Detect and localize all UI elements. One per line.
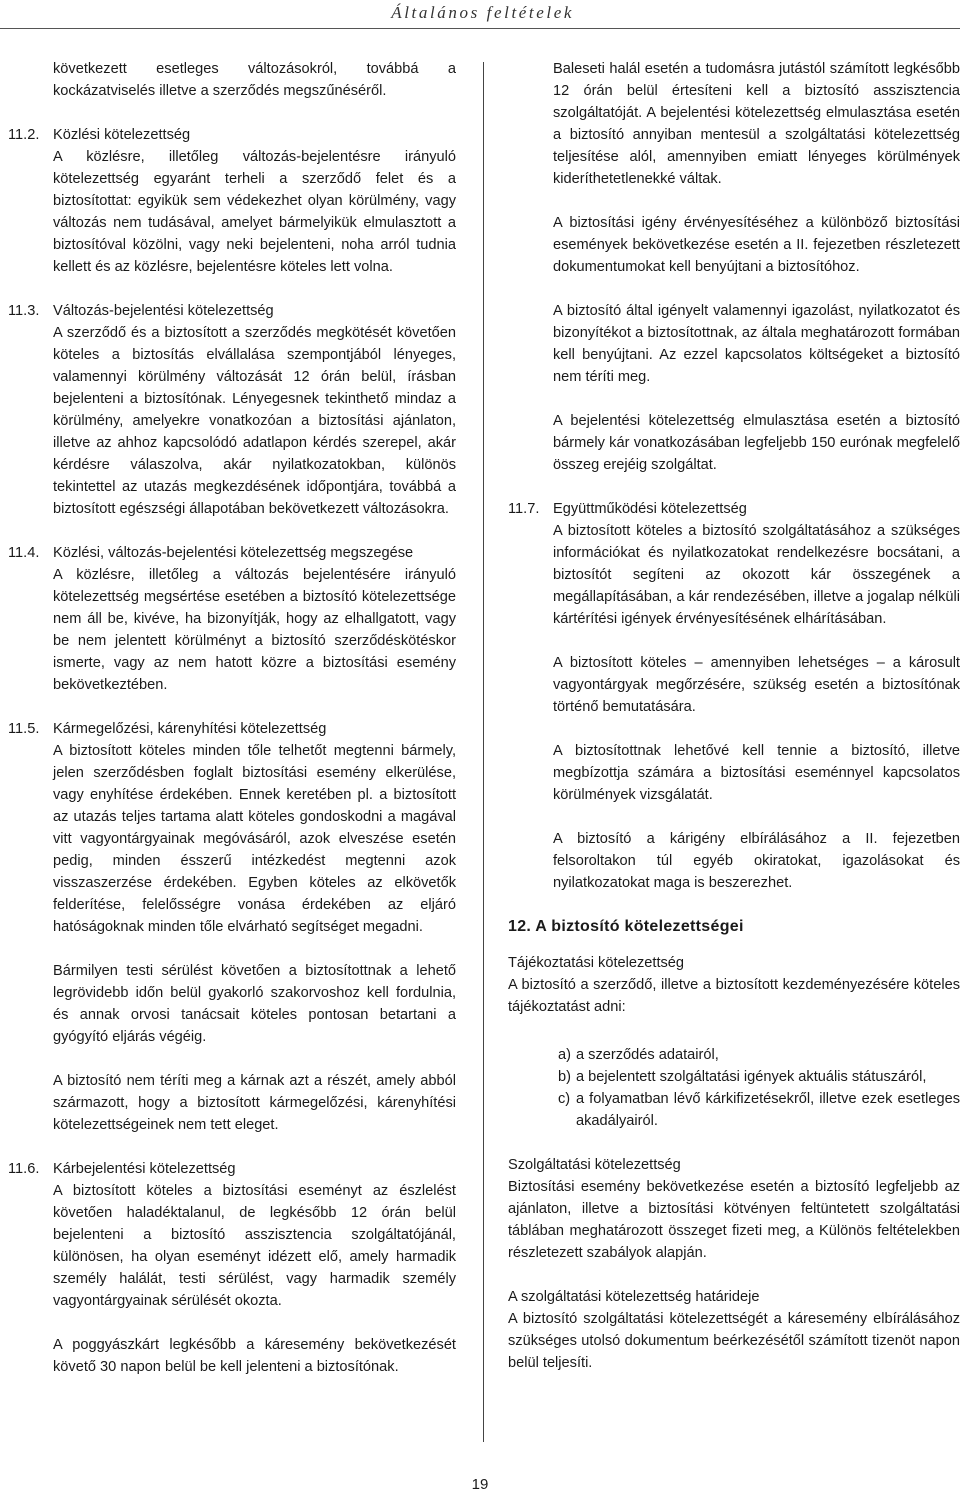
section-paragraph: Bármilyen testi sérülést követően a biztosítottnak a lehető legrövidebb időn belül gyakorló szakorvoshoz kell fordulnia, és annak orvosi tanácsait köteles pontosan betartani a gyógyító eljárás végéig. bbox=[53, 963, 456, 1045]
section-11-4 bbox=[8, 542, 456, 696]
section-11-7 bbox=[508, 498, 960, 894]
section-paragraph: A biztosított köteles – amennyiben lehetséges – a károsult vagyontárgyak megőrzésére, szükség esetén a biztosítónak történő bemutatására. bbox=[553, 655, 960, 715]
section-title: Együttműködési kötelezettség bbox=[553, 501, 747, 517]
section-paragraph: A közlésre, illetőleg változás-bejelentésre irányuló kötelezettség egyaránt terheli a szerződő felet és a biztosítottat: egyikük sem védekezhet olyan körülmény, vagy változás nem tudásával, amelyet bármelyikük elmulasztott a biztosítóval közölni, vagy neki bejelenteni, noha arról tudnia kellett és az közlésre, bejelentésre köteles lett volna. bbox=[53, 149, 456, 275]
section-title: Kármegelőzési, kárenyhítési kötelezettség bbox=[53, 721, 327, 737]
section-paragraph: A biztosító nem téríti meg a kárnak azt a részét, amely abból származott, hogy a biztosított kármegelőzési, kárenyhítési kötelezettségeinek nem tett eleget. bbox=[53, 1073, 456, 1133]
section-title: Változás-bejelentési kötelezettség bbox=[53, 303, 274, 319]
list-item-text: a bejelentett szolgáltatási igények aktuális státuszáról, bbox=[576, 1069, 927, 1085]
page-number: 19 bbox=[471, 1476, 489, 1493]
section-paragraph: A biztosító által igényelt valamennyi igazolást, nyilatkozatot és bizonyítékot a biztosítottnak, az általa meghatározott formában kell benyújtani. Az ezzel kapcsolatos költségeket a biztosító nem téríti meg. bbox=[553, 303, 960, 385]
section-paragraph: A biztosított köteles minden tőle telhetőt megtenni bármely, jelen szerződésben foglalt biztosítási esemény elkerülése, vagy enyhítése érdekében. Ennek keretében pl. a biztosított az utazás teljes tartama alatt köteles gondoskodni a magával vitt vagyontárgyainak megóvásáról, azok elveszése esetén pedig, minden ésszerű intézkedést megtenni azok visszaszerzése érdekében. Egyben köteles az elkövetők felderítése, felelősségre vonása érdekében az eljáró hatóságoknak minden tőle elvárható segítséget megadni. bbox=[53, 743, 456, 935]
section-paragraph: A biztosított köteles a biztosítási eseményt az észlelést követően haladéktalanul, de legkésőbb 12 órán belül bejelenteni a biztosító asszisztencia szolgáltatójánál, különösen, ha olyan eseményt idézett elő, amely harmadik személy halálát, testi sérülést, vagy harmadik személy vagyontárgyainak sérülését okozta. bbox=[53, 1183, 456, 1309]
list-item bbox=[508, 1088, 960, 1132]
section-11-2 bbox=[8, 124, 456, 278]
section-11-6 bbox=[8, 1158, 456, 1378]
section-number: 11.2. bbox=[8, 127, 40, 143]
section-paragraph: A biztosító szolgáltatási kötelezettségét a káresemény elbírálásához szükséges utolsó dokumentum beérkezésétől számított tizenöt napon belül teljesíti. bbox=[508, 1311, 960, 1371]
section-paragraph: A közlésre, illetőleg a változás bejelentésére irányuló kötelezettség megsértése esetében a biztosító kötelezettsége nem áll be, kivéve, ha bizonyítják, hogy az elhallgatott, vagy be nem jelentett körülményt a biztosító szerződéskötéskor ismerte, vagy az nem hatott közre a biztosítási esemény bekövetkeztében. bbox=[53, 567, 456, 693]
section-paragraph: A szerződő és a biztosított a szerződés megkötését követően köteles a biztosítás elvállalása szempontjából lényeges, valamennyi körülmény változását 12 órán belül, írásban bejelenteni a biztosítónak. Lényegesnek tekinthető mindaz a körülmény, amelyekre vonatkozóan a biztosítási ajánlaton, illetve az ahhoz kapcsolódó adatlapon kérdés szerepel, akár kérdésre válaszolva, akár nyilatkozatokban, különös tekintettel az utazás megkezdésének időpontjára, továbbá a biztosított egészségi állapotában bekövetkezett változásokra. bbox=[53, 325, 456, 517]
page-header bbox=[0, 0, 960, 30]
list-item-text: a folyamatban lévő kárkifizetésekről, illetve ezek esetleges akadályairól. bbox=[576, 1091, 960, 1129]
section-number: 11.6. bbox=[8, 1161, 40, 1177]
list-item bbox=[508, 1066, 960, 1088]
section-paragraph: A biztosítási igény érvényesítéséhez a különböző biztosítási események bekövetkezése esetén a II. fejezetben részletezett dokumentumokat kell benyújtani a biztosítóhoz. bbox=[553, 215, 960, 275]
section-paragraph: A biztosítottnak lehetővé kell tennie a biztosító, illetve megbízottja számára a biztosítási eseménnyel kapcsolatos körülmények vizsgálatát. bbox=[553, 743, 960, 803]
section-title: Kárbejelentési kötelezettség bbox=[53, 1161, 236, 1177]
column-divider bbox=[483, 62, 484, 1442]
list-item-label: a) bbox=[558, 1047, 571, 1063]
section-number: 11.7. bbox=[508, 501, 540, 517]
right-column bbox=[508, 58, 960, 1374]
section-heading: 12. A biztosító kötelezettségei bbox=[508, 918, 744, 935]
section-paragraph: Baleseti halál esetén a tudomásra jutástól számított legkésőbb 12 órán belül értesíteni kell a biztosító asszisztencia szolgáltatóját. A bejelentési kötelezettség elmulasztása esetén a biztosító annyiban mentesül a szolgáltatási kötelezettség teljesítése alól, amennyiben emiatt lényeges körülmények kideríthetetlenekké váltak. bbox=[553, 61, 960, 187]
section-title: Közlési kötelezettség bbox=[53, 127, 191, 143]
subsection-title: A szolgáltatási kötelezettség határideje bbox=[508, 1289, 760, 1305]
section-11-3 bbox=[8, 300, 456, 520]
section-number: 11.4. bbox=[8, 545, 40, 561]
section-number: 11.5. bbox=[8, 721, 40, 737]
header-rule bbox=[0, 28, 960, 29]
section-number: 11.3. bbox=[8, 303, 40, 319]
section-11-6-continued bbox=[508, 58, 960, 476]
list-item bbox=[508, 1044, 960, 1066]
section-paragraph: A poggyászkárt legkésőbb a káresemény bekövetkezését követő 30 napon belül be kell jelenteni a biztosítónak. bbox=[53, 1337, 456, 1375]
section-paragraph: A biztosító a kárigény elbírálásához a II. fejezetben felsoroltakon túl egyéb okiratokat, igazolásokat és nyilatkozatokat maga is beszerezhet. bbox=[553, 831, 960, 891]
section-11-5 bbox=[8, 718, 456, 1136]
subsection-title: Szolgáltatási kötelezettség bbox=[508, 1157, 681, 1173]
section-paragraph: A biztosító a szerződő, illetve a biztosított kezdeményezésére köteles tájékoztatást adni: bbox=[508, 977, 960, 1015]
header-title: Általános feltételek bbox=[391, 3, 574, 22]
section-paragraph: A biztosított köteles a biztosító szolgáltatásához a szükséges információkat és nyilatkozatokat rendelkezésre bocsátani, a biztosítót segíteni az okozott kár összegének a megállapításában, a kár rendezésében, illetve a jogalap nélküli kártérítési igények érvényesítésének elhárításában. bbox=[553, 523, 960, 627]
intro-text: következett esetleges változásokról, továbbá a kockázatviselés illetve a szerződés megszűnéséről. bbox=[53, 61, 456, 99]
intro-continuation bbox=[8, 58, 456, 102]
section-title: Közlési, változás-bejelentési kötelezettség megszegése bbox=[53, 545, 414, 561]
section-paragraph: A bejelentési kötelezettség elmulasztása esetén a biztosító bármely kár vonatkozásában legfeljebb 150 eurónak megfelelő összeg erejéig szolgáltat. bbox=[553, 413, 960, 473]
list-item-text: a szerződés adatairól, bbox=[576, 1047, 719, 1063]
list-item-label: b) bbox=[558, 1069, 571, 1085]
subsection-title: Tájékoztatási kötelezettség bbox=[508, 955, 685, 971]
left-column bbox=[8, 58, 456, 1378]
list-item-label: c) bbox=[558, 1091, 571, 1107]
section-12 bbox=[508, 916, 960, 1374]
section-paragraph: Biztosítási esemény bekövetkezése esetén a biztosító legfeljebb az ajánlaton, illetve a biztosítási kötvényen feltüntetett szolgáltatási táblában meghatározott összeget fizeti meg, a Különös feltételekben részletezett szabályok alapján. bbox=[508, 1179, 960, 1261]
